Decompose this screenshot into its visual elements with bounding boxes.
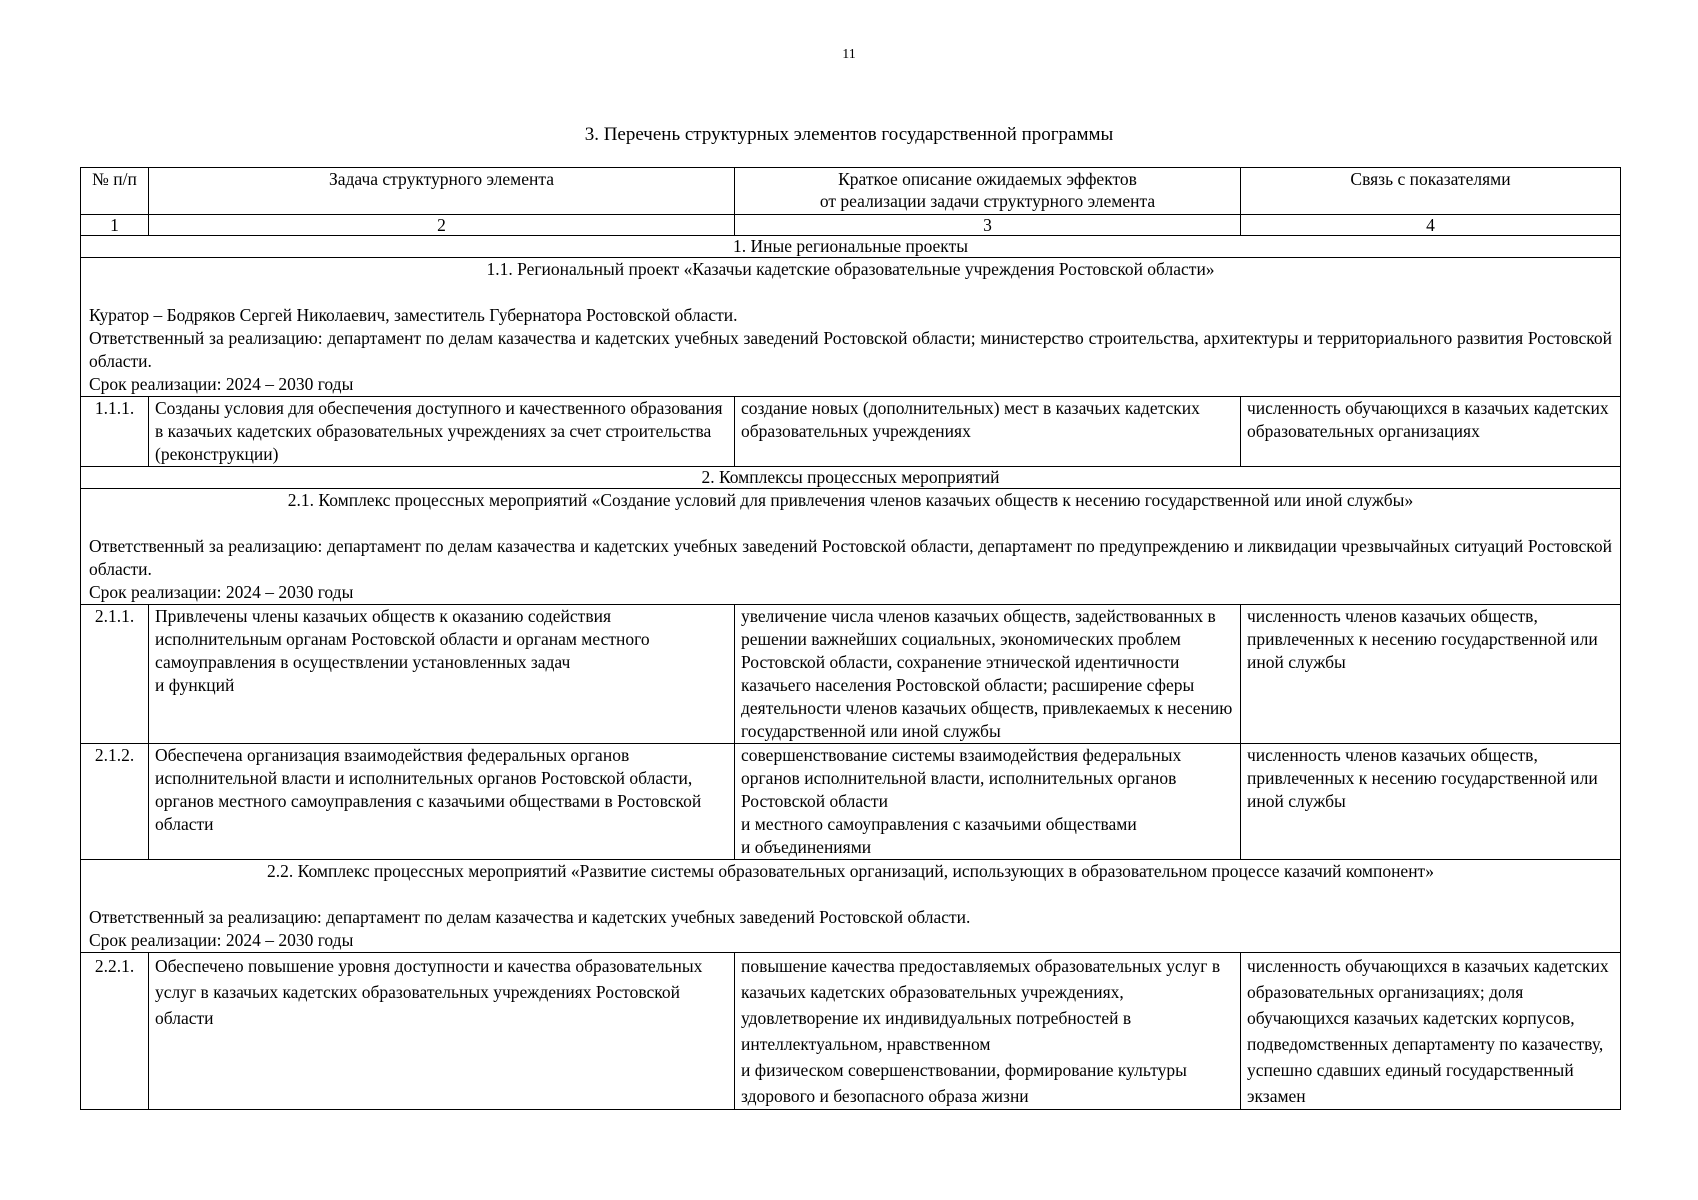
row-number: 2.1.2. bbox=[81, 744, 149, 860]
complex-title: 2.2. Комплекс процессных мероприятий «Развитие системы образовательных организаций, использующих в образовательном процессе казачий компонент» bbox=[267, 861, 1434, 881]
column-number: 2 bbox=[149, 215, 735, 236]
project-title: 1.1. Региональный проект «Казачьи кадетские образовательные учреждения Ростовской области» bbox=[486, 259, 1215, 279]
page-number: 11 bbox=[842, 47, 856, 62]
project-term: Срок реализации: 2024 – 2030 годы bbox=[89, 374, 354, 394]
complex-description-row bbox=[81, 860, 1621, 953]
column-number: 4 bbox=[1241, 215, 1621, 236]
complex-responsible: Ответственный за реализацию: департамент по делам казачества и кадетских учебных заведений Ростовской области. bbox=[89, 907, 971, 927]
complex-responsible: Ответственный за реализацию: департамент по делам казачества и кадетских учебных заведений Ростовской области, департамент по предупреждению и ликвидации чрезвычайных ситуаций Ростовской области. bbox=[89, 536, 1612, 579]
project-description-row bbox=[81, 258, 1621, 397]
row-effect: увеличение числа членов казачьих обществ, задействованных в решении важнейших социальных, экономических проблем Ростовской области, сохранение этнической идентичности казачьего населения Ростовской области; расширение сферы деятельности членов казачьих обществ, привлекаемых к несению государственной или иной службы bbox=[735, 605, 1241, 744]
header-num: № п/п bbox=[81, 168, 149, 215]
header-link: Связь с показателями bbox=[1241, 168, 1621, 215]
section-heading-row bbox=[81, 236, 1621, 258]
row-link: численность обучающихся в казачьих кадетских образовательных организациях; доля обучающихся казачьих кадетских корпусов, подведомственных департаменту по казачеству, успешно сдавших единый государственный экзамен bbox=[1241, 953, 1621, 1110]
spacer bbox=[89, 512, 1612, 535]
row-effect: повышение качества предоставляемых образовательных услуг в казачьих кадетских образовательных учреждениях, удовлетворение их индивидуальных потребностей в интеллектуальном, нравственном и физическом совершенствовании, формирование культуры здорового и безопасного образа жизни bbox=[735, 953, 1241, 1110]
complex-description bbox=[81, 860, 1621, 953]
complex-title: 2.1. Комплекс процессных мероприятий «Создание условий для привлечения членов казачьих обществ к несению государственной или иной службы» bbox=[287, 490, 1414, 510]
column-number: 3 bbox=[735, 215, 1241, 236]
row-effect: совершенствование системы взаимодействия федеральных органов исполнительной власти, исполнительных органов Ростовской области и местного самоуправления с казачьими обществами и объединениями bbox=[735, 744, 1241, 860]
column-number: 1 bbox=[81, 215, 149, 236]
row-link: численность членов казачьих обществ, привлеченных к несению государственной или иной службы bbox=[1241, 605, 1621, 744]
document-title: 3. Перечень структурных элементов государственной программы bbox=[584, 124, 1114, 145]
header-row bbox=[81, 168, 1621, 215]
row-number: 2.2.1. bbox=[81, 953, 149, 1110]
row-number: 1.1.1. bbox=[81, 397, 149, 467]
complex-term: Срок реализации: 2024 – 2030 годы bbox=[89, 930, 354, 950]
structural-elements-table bbox=[80, 167, 1621, 1110]
complex-description-row bbox=[81, 489, 1621, 605]
project-curator: Куратор – Бодряков Сергей Николаевич, заместитель Губернатора Ростовской области. bbox=[89, 305, 738, 325]
table-row bbox=[81, 744, 1621, 860]
table-row bbox=[81, 397, 1621, 467]
spacer bbox=[89, 281, 1612, 304]
table-row bbox=[81, 953, 1621, 1110]
table-row bbox=[81, 605, 1621, 744]
row-task: Созданы условия для обеспечения доступного и качественного образования в казачьих кадетских образовательных учреждениях за счет строительства (реконструкции) bbox=[149, 397, 735, 467]
header-effect: Краткое описание ожидаемых эффектов от реализации задачи структурного элемента bbox=[735, 168, 1241, 215]
complex-term: Срок реализации: 2024 – 2030 годы bbox=[89, 582, 354, 602]
row-task: Обеспечена организация взаимодействия федеральных органов исполнительной власти и исполнительных органов Ростовской области, органов местного самоуправления с казачьими обществами в Ростовской области bbox=[149, 744, 735, 860]
column-number-row bbox=[81, 215, 1621, 236]
section-heading-row bbox=[81, 467, 1621, 489]
header-task: Задача структурного элемента bbox=[149, 168, 735, 215]
row-effect: создание новых (дополнительных) мест в казачьих кадетских образовательных учреждениях bbox=[735, 397, 1241, 467]
section-heading-process-complexes: 2. Комплексы процессных мероприятий bbox=[81, 467, 1621, 489]
section-heading-regional-projects: 1. Иные региональные проекты bbox=[81, 236, 1621, 258]
row-link: численность членов казачьих обществ, привлеченных к несению государственной или иной службы bbox=[1241, 744, 1621, 860]
spacer bbox=[89, 883, 1612, 906]
row-number: 2.1.1. bbox=[81, 605, 149, 744]
complex-description bbox=[81, 489, 1621, 605]
project-responsible: Ответственный за реализацию: департамент по делам казачества и кадетских учебных заведений Ростовской области; министерство строительства, архитектуры и территориального развития Ростовской области. bbox=[89, 328, 1612, 371]
row-task: Обеспечено повышение уровня доступности и качества образовательных услуг в казачьих кадетских образовательных учреждениях Ростовской области bbox=[149, 953, 735, 1110]
row-task: Привлечены члены казачьих обществ к оказанию содействия исполнительным органам Ростовской области и органам местного самоуправления в осуществлении установленных задач и функций bbox=[149, 605, 735, 744]
row-link: численность обучающихся в казачьих кадетских образовательных организациях bbox=[1241, 397, 1621, 467]
project-description bbox=[81, 258, 1621, 397]
